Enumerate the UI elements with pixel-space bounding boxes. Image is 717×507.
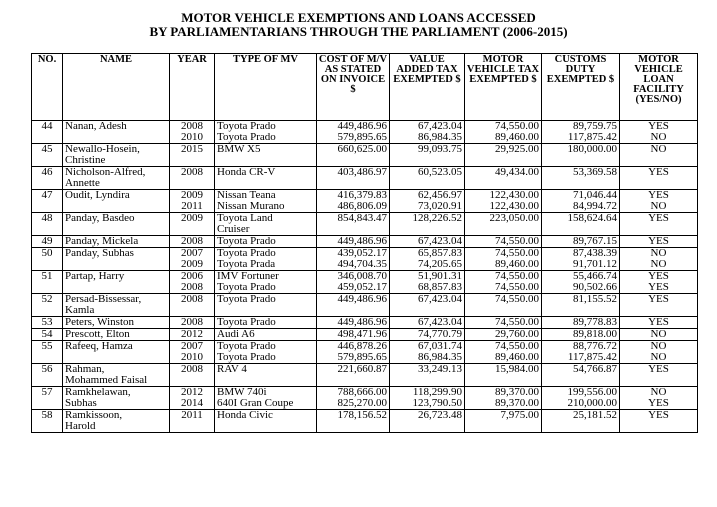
cell-loan: YES	[620, 410, 698, 433]
cell-year: 2008 2010	[170, 121, 215, 144]
cell-loan: NO	[620, 329, 698, 341]
cell-no: 57	[32, 387, 63, 410]
cell-name: Panday, Mickela	[63, 236, 170, 248]
cell-mvt: 49,434.00	[465, 167, 542, 190]
header-no: NO.	[32, 54, 63, 121]
cell-year: 2008	[170, 317, 215, 329]
cell-mvt: 74,550.00 89,460.00	[465, 248, 542, 271]
cell-mvt: 74,550.00	[465, 317, 542, 329]
cell-year: 2015	[170, 144, 215, 167]
cell-name: Newallo-Hosein, Christine	[63, 144, 170, 167]
cell-type: Toyota Prado Toyota Prada	[215, 248, 317, 271]
table-row	[32, 271, 698, 294]
header-row	[32, 54, 698, 121]
cell-year: 2009	[170, 213, 215, 236]
cell-loan: YES	[620, 364, 698, 387]
cell-cost: 449,486.96	[317, 236, 390, 248]
cell-name: Ramkhelawan, Subhas	[63, 387, 170, 410]
cell-customs: 89,778.83	[542, 317, 620, 329]
cell-name: Prescott, Elton	[63, 329, 170, 341]
cell-mvt: 122,430.00 122,430.00	[465, 190, 542, 213]
cell-no: 46	[32, 167, 63, 190]
cell-type: Toyota Land Cruiser	[215, 213, 317, 236]
cell-cost: 498,471.96	[317, 329, 390, 341]
cell-name: Panday, Subhas	[63, 248, 170, 271]
cell-vat: 74,770.79	[390, 329, 465, 341]
cell-vat: 67,423.04	[390, 294, 465, 317]
cell-loan: YES	[620, 213, 698, 236]
cell-type: Nissan Teana Nissan Murano	[215, 190, 317, 213]
cell-vat: 62,456.97 73,020.91	[390, 190, 465, 213]
table-row	[32, 167, 698, 190]
cell-vat: 60,523.05	[390, 167, 465, 190]
table-row	[32, 364, 698, 387]
cell-type: BMW 740i 640I Gran Coupe	[215, 387, 317, 410]
exemptions-table	[31, 53, 698, 433]
cell-vat: 51,901.31 68,857.83	[390, 271, 465, 294]
cell-loan: YES NO	[620, 190, 698, 213]
cell-no: 54	[32, 329, 63, 341]
cell-mvt: 74,550.00	[465, 236, 542, 248]
cell-customs: 89,767.15	[542, 236, 620, 248]
cell-cost: 446,878.26 579,895.65	[317, 341, 390, 364]
cell-cost: 221,660.87	[317, 364, 390, 387]
cell-year: 2012 2014	[170, 387, 215, 410]
cell-mvt: 29,925.00	[465, 144, 542, 167]
cell-cost: 449,486.96	[317, 294, 390, 317]
cell-vat: 118,299.90 123,790.50	[390, 387, 465, 410]
header-vat: VALUE ADDED TAX EXEMPTED $	[390, 54, 465, 121]
cell-year: 2012	[170, 329, 215, 341]
cell-vat: 67,423.04	[390, 236, 465, 248]
cell-vat: 99,093.75	[390, 144, 465, 167]
header-name: NAME	[63, 54, 170, 121]
cell-cost: 449,486.96	[317, 317, 390, 329]
cell-customs: 87,438.39 91,701.12	[542, 248, 620, 271]
cell-name: Rafeeq, Hamza	[63, 341, 170, 364]
cell-no: 48	[32, 213, 63, 236]
cell-type: Toyota Prado	[215, 236, 317, 248]
cell-mvt: 29,760.00	[465, 329, 542, 341]
table-row	[32, 294, 698, 317]
document-title-line-2: BY PARLIAMENTARIANS THROUGH THE PARLIAMENT (2006-2015)	[149, 24, 568, 39]
table-row	[32, 121, 698, 144]
table-row	[32, 387, 698, 410]
cell-customs: 88,776.72 117,875.42	[542, 341, 620, 364]
cell-loan: NO NO	[620, 248, 698, 271]
header-loan: MOTOR VEHICLE LOAN FACILITY (YES/NO)	[620, 54, 698, 121]
table-row	[32, 190, 698, 213]
header-customs: CUSTOMS DUTY EXEMPTED $	[542, 54, 620, 121]
cell-customs: 53,369.58	[542, 167, 620, 190]
table-row	[32, 144, 698, 167]
cell-year: 2008	[170, 167, 215, 190]
cell-customs: 54,766.87	[542, 364, 620, 387]
cell-loan: YES YES	[620, 271, 698, 294]
cell-no: 52	[32, 294, 63, 317]
cell-year: 2008	[170, 236, 215, 248]
cell-loan: NO YES	[620, 387, 698, 410]
cell-loan: YES	[620, 167, 698, 190]
cell-mvt: 74,550.00	[465, 294, 542, 317]
table-row	[32, 329, 698, 341]
cell-vat: 67,423.04 86,984.35	[390, 121, 465, 144]
cell-no: 49	[32, 236, 63, 248]
cell-mvt: 74,550.00 89,460.00	[465, 121, 542, 144]
table-row	[32, 236, 698, 248]
cell-no: 53	[32, 317, 63, 329]
cell-vat: 128,226.52	[390, 213, 465, 236]
cell-cost: 660,625.00	[317, 144, 390, 167]
header-year: YEAR	[170, 54, 215, 121]
cell-name: Rahman, Mohammed Faisal	[63, 364, 170, 387]
cell-vat: 26,723.48	[390, 410, 465, 433]
cell-type: IMV Fortuner Toyota Prado	[215, 271, 317, 294]
cell-loan: YES	[620, 294, 698, 317]
cell-cost: 403,486.97	[317, 167, 390, 190]
cell-type: Toyota Prado Toyota Prado	[215, 121, 317, 144]
cell-mvt: 89,370.00 89,370.00	[465, 387, 542, 410]
cell-loan: NO NO	[620, 341, 698, 364]
cell-year: 2006 2008	[170, 271, 215, 294]
cell-mvt: 223,050.00	[465, 213, 542, 236]
cell-cost: 416,379.83 486,806.09	[317, 190, 390, 213]
cell-year: 2007 2009	[170, 248, 215, 271]
cell-loan: NO	[620, 144, 698, 167]
table-row	[32, 317, 698, 329]
cell-year: 2008	[170, 294, 215, 317]
cell-type: Toyota Prado	[215, 317, 317, 329]
cell-cost: 449,486.96 579,895.65	[317, 121, 390, 144]
cell-no: 45	[32, 144, 63, 167]
cell-customs: 89,818.00	[542, 329, 620, 341]
cell-no: 44	[32, 121, 63, 144]
cell-loan: YES	[620, 317, 698, 329]
cell-type: RAV 4	[215, 364, 317, 387]
cell-cost: 439,052.17 494,704.35	[317, 248, 390, 271]
cell-cost: 346,008.70 459,052.17	[317, 271, 390, 294]
cell-no: 55	[32, 341, 63, 364]
cell-mvt: 15,984.00	[465, 364, 542, 387]
cell-customs: 25,181.52	[542, 410, 620, 433]
cell-type: Toyota Prado	[215, 294, 317, 317]
cell-name: Ramkissoon, Harold	[63, 410, 170, 433]
table-row	[32, 213, 698, 236]
cell-customs: 89,759.75 117,875.42	[542, 121, 620, 144]
table-row	[32, 248, 698, 271]
cell-name: Panday, Basdeo	[63, 213, 170, 236]
cell-cost: 178,156.52	[317, 410, 390, 433]
cell-name: Partap, Harry	[63, 271, 170, 294]
cell-type: Honda CR-V	[215, 167, 317, 190]
cell-customs: 81,155.52	[542, 294, 620, 317]
cell-vat: 65,857.83 74,205.65	[390, 248, 465, 271]
cell-year: 2009 2011	[170, 190, 215, 213]
cell-mvt: 7,975.00	[465, 410, 542, 433]
document-title-line-1: MOTOR VEHICLE EXEMPTIONS AND LOANS ACCESSED	[181, 10, 536, 25]
cell-loan: YES	[620, 236, 698, 248]
cell-name: Nicholson-Alfred, Annette	[63, 167, 170, 190]
cell-year: 2011	[170, 410, 215, 433]
cell-type: BMW X5	[215, 144, 317, 167]
cell-cost: 854,843.47	[317, 213, 390, 236]
header-mvt: MOTOR VEHICLE TAX EXEMPTED $	[465, 54, 542, 121]
table-body	[32, 121, 698, 433]
table-row	[32, 410, 698, 433]
cell-loan: YES NO	[620, 121, 698, 144]
header-cost: COST OF M/V AS STATED ON INVOICE $	[317, 54, 390, 121]
cell-mvt: 74,550.00 89,460.00	[465, 341, 542, 364]
cell-customs: 55,466.74 90,502.66	[542, 271, 620, 294]
cell-type: Toyota Prado Toyota Prado	[215, 341, 317, 364]
cell-no: 50	[32, 248, 63, 271]
cell-customs: 180,000.00	[542, 144, 620, 167]
cell-year: 2008	[170, 364, 215, 387]
cell-name: Persad-Bissessar, Kamla	[63, 294, 170, 317]
cell-type: Honda Civic	[215, 410, 317, 433]
cell-name: Peters, Winston	[63, 317, 170, 329]
cell-mvt: 74,550.00 74,550.00	[465, 271, 542, 294]
cell-name: Nanan, Adesh	[63, 121, 170, 144]
cell-year: 2007 2010	[170, 341, 215, 364]
table-row	[32, 341, 698, 364]
cell-no: 47	[32, 190, 63, 213]
cell-no: 56	[32, 364, 63, 387]
cell-customs: 158,624.64	[542, 213, 620, 236]
cell-no: 51	[32, 271, 63, 294]
cell-name: Oudit, Lyndira	[63, 190, 170, 213]
cell-type: Audi A6	[215, 329, 317, 341]
cell-no: 58	[32, 410, 63, 433]
cell-vat: 67,423.04	[390, 317, 465, 329]
cell-customs: 71,046.44 84,994.72	[542, 190, 620, 213]
cell-customs: 199,556.00 210,000.00	[542, 387, 620, 410]
cell-cost: 788,666.00 825,270.00	[317, 387, 390, 410]
cell-vat: 67,031.74 86,984.35	[390, 341, 465, 364]
header-type: TYPE OF MV	[215, 54, 317, 121]
cell-vat: 33,249.13	[390, 364, 465, 387]
